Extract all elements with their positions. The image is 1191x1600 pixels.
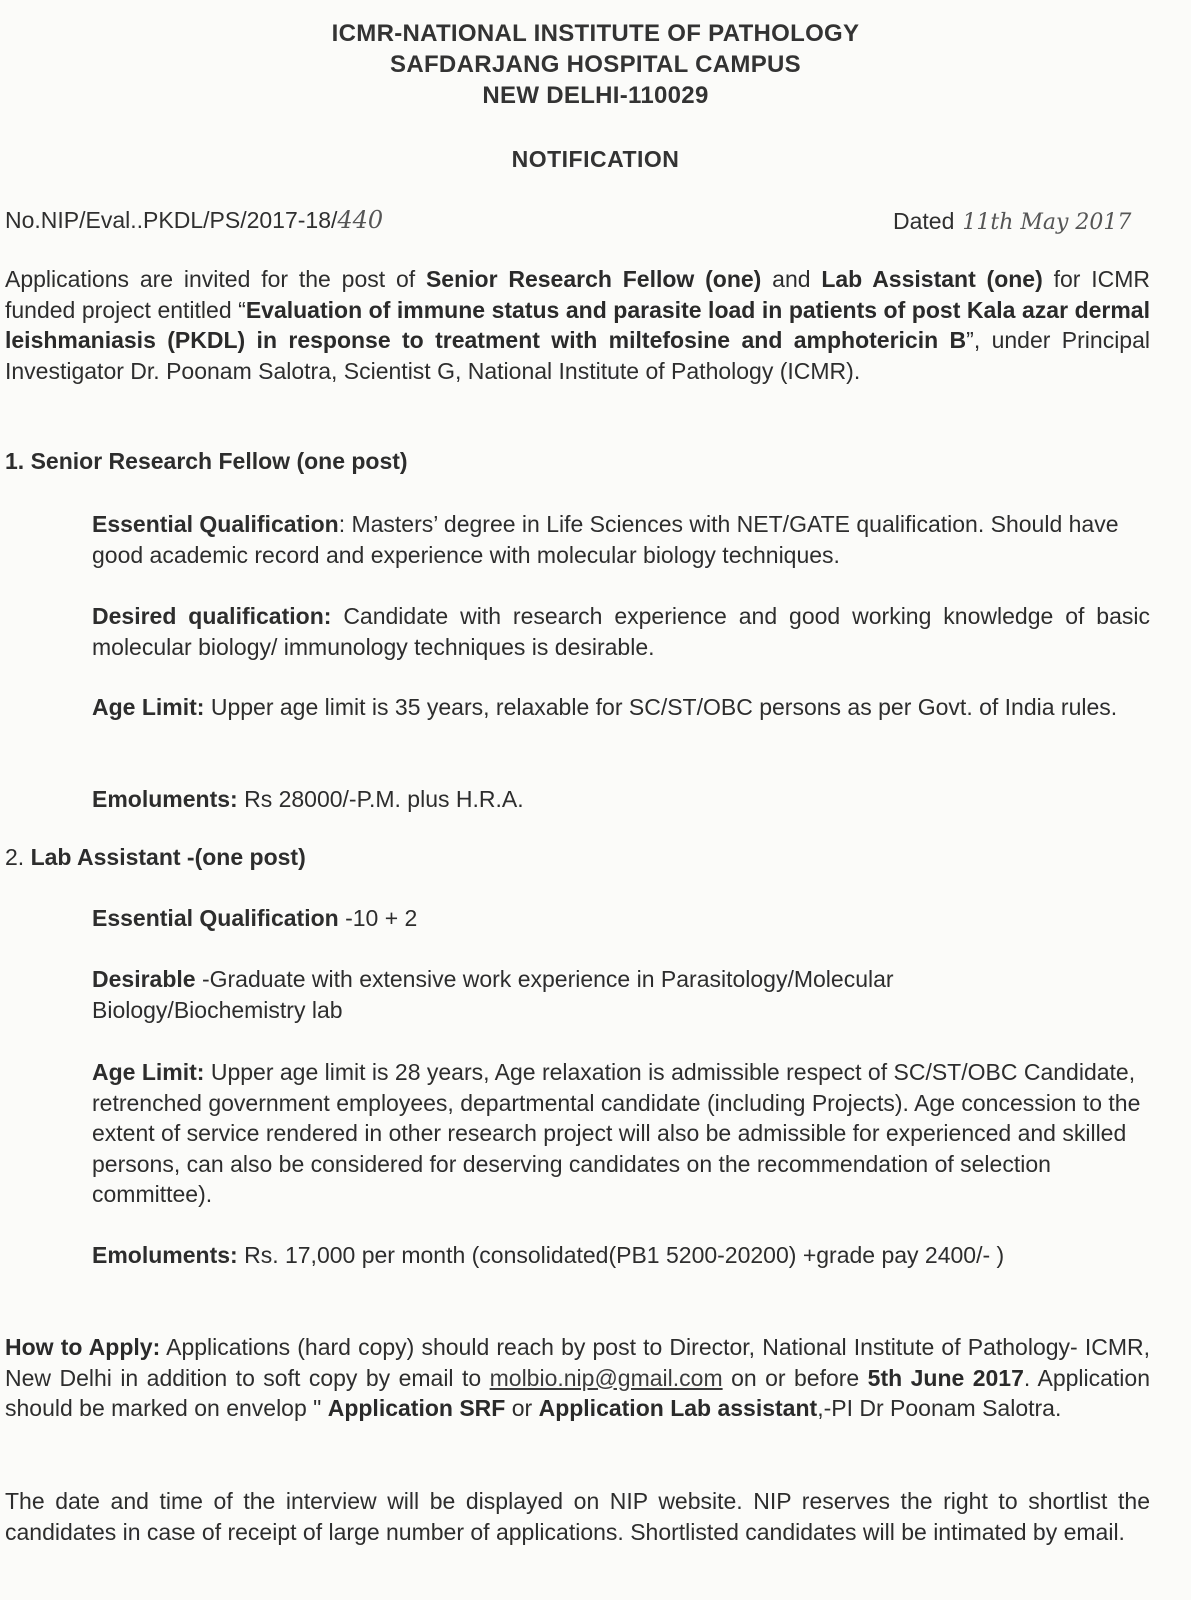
how-to-apply-text-2: on or before — [722, 1364, 868, 1391]
dated-block — [893, 208, 1131, 235]
post2-desirable-label: Desirable — [92, 966, 196, 992]
post1-essential-text: : Masters’ degree in Life Sciences with NET/GATE qualification. Should have good academic record and experience with molecular biology techniques. — [92, 511, 1119, 568]
post2-emoluments — [92, 1240, 1082, 1271]
how-to-apply-text-4: or — [505, 1395, 539, 1421]
intro-text-3: for ICMR funded project entitled “ — [5, 266, 1151, 323]
reference-handwritten-number: 440 — [337, 206, 384, 234]
how-to-apply-text-1: Applications (hard copy) should reach by post to Director, National Institute of Pathology- ICMR, New Delhi in addition to soft copy by email to — [5, 1334, 1150, 1391]
how-to-apply-label: How to Apply: — [5, 1334, 161, 1360]
post2-emoluments-label: Emoluments: — [92, 1242, 238, 1268]
post2-age-text: Upper age limit is 28 years, Age relaxation is admissible respect of SC/ST/OBC Candidate, retrenched government employees, departmental candidate (including Projects). Age concession to the extent of service rendered in other research project will also be admissible for experienced and skilled persons, can also be considered for deserving candidates on the recommendation of selection committee). — [92, 1059, 1141, 1207]
post1-age — [92, 692, 1150, 723]
post1-heading — [5, 448, 408, 475]
post1-emoluments — [92, 784, 1150, 815]
post2-essential — [92, 903, 1150, 934]
intro-post-lab: Lab Assistant (one) — [821, 266, 1043, 292]
post2-desirable — [92, 964, 1052, 1025]
intro-paragraph — [5, 264, 1150, 386]
post2-essential-text: -10 + 2 — [338, 905, 418, 931]
post2-essential-label: Essential Qualification — [92, 905, 339, 931]
envelope-label-lab: Application Lab assistant — [538, 1395, 818, 1421]
post1-desired-label: Desired qualification: — [92, 603, 332, 629]
post1-essential-label: Essential Qualification — [92, 511, 339, 537]
intro-text-4: ”, under Principal Investigator Dr. Poonam Salotra, Scientist G, National Institute of Pathology (ICMR). — [5, 327, 1151, 384]
how-to-apply-paragraph — [5, 1332, 1150, 1424]
post2-title: Lab Assistant -(one post) — [30, 844, 306, 870]
intro-text-2: and — [761, 266, 822, 292]
header-line-2: SAFDARJANG HOSPITAL CAMPUS — [390, 51, 801, 78]
intro-post-srf: Senior Research Fellow (one) — [425, 266, 762, 292]
notification-title: NOTIFICATION — [511, 146, 680, 172]
post2-age — [92, 1057, 1150, 1210]
post1-essential — [92, 509, 1150, 570]
application-deadline: 5th June 2017 — [867, 1364, 1024, 1391]
handwritten-date: 11th May 2017 — [962, 210, 1132, 235]
post2-desirable-text: -Graduate with extensive work experience in Parasitology/Molecular Biology/Biochemistry lab — [92, 966, 894, 1023]
institute-header — [0, 18, 1191, 111]
header-line-1: ICMR-NATIONAL INSTITUTE OF PATHOLOGY — [331, 20, 860, 47]
post1-age-text: Upper age limit is 35 years, relaxable for SC/ST/OBC persons as per Govt. of India rules. — [204, 694, 1118, 720]
post1-age-label: Age Limit: — [92, 694, 205, 720]
post2-heading — [5, 844, 306, 871]
post1-desired — [92, 601, 1150, 662]
reference-number — [5, 206, 383, 234]
header-line-3: NEW DELHI-110029 — [482, 82, 709, 109]
post1-number: 1. — [5, 448, 25, 474]
how-to-apply-text-3: . Application should be marked on envelop " — [5, 1364, 1150, 1421]
dated-label: Dated — [893, 208, 955, 234]
post1-title: Senior Research Fellow (one post) — [30, 448, 408, 474]
post1-emoluments-label: Emoluments: — [92, 786, 238, 812]
envelope-label-srf: Application SRF — [327, 1395, 506, 1421]
post1-desired-text: Candidate with research experience and good working knowledge of basic molecular biology/ immunology techniques is desirable. — [92, 603, 1150, 660]
interview-note-paragraph: The date and time of the interview will be displayed on NIP website. NIP reserves the right to shortlist the candidates in case of receipt of large number of applications. Shortlisted candidates will be intimated by email. — [5, 1488, 1150, 1545]
intro-project-title: Evaluation of immune status and parasite load in patients of post Kala azar dermal leishmaniasis (PKDL) in response to treatment with miltefosine and amphotericin B — [5, 296, 1150, 353]
post2-emoluments-text: Rs. 17,000 per month (consolidated(PB1 5200-20200) +grade pay 2400/- ) — [237, 1242, 1005, 1268]
post2-age-label: Age Limit: — [92, 1059, 205, 1085]
post1-emoluments-text: Rs 28000/-P.M. plus H.R.A. — [237, 786, 524, 812]
reference-number-text: No.NIP/Eval..PKDL/PS/2017-18/ — [5, 207, 338, 233]
intro-text-1: Applications are invited for the post of — [5, 266, 426, 292]
application-email-link[interactable]: molbio.nip@gmail.com — [489, 1364, 723, 1391]
how-to-apply-text-5: ,-PI Dr Poonam Salotra. — [817, 1395, 1062, 1421]
post2-number: 2. — [5, 844, 25, 870]
